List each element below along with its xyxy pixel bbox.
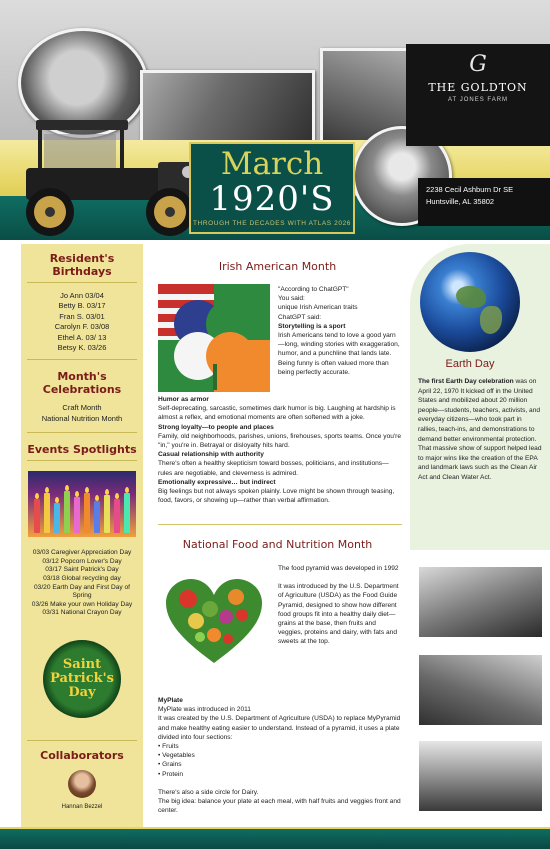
irish-intro-text xyxy=(278,285,400,377)
stpat-line: Patrick's xyxy=(50,671,114,686)
food-side-p1: The food pyramid was developed in 1992 xyxy=(278,565,399,572)
irish-side-line: ChatGPT said: xyxy=(278,313,322,321)
irish-side-paragraph: Irish Americans tend to love a good yarn—long, winding stories with exaggeration, humor, and a punchline that lands late. Being funny is often valued more than being perfectly accurate. xyxy=(278,332,400,376)
trait-heading: Humor as armor xyxy=(158,396,209,403)
myplate-section: • Protein xyxy=(158,770,184,778)
events-divider xyxy=(27,460,137,461)
irish-side-line: You said: xyxy=(278,295,305,303)
event-item: Spring xyxy=(72,592,92,600)
protest-crowd-photo xyxy=(418,566,543,638)
title-decade: 1920'S xyxy=(209,179,335,219)
myplate-section: • Grains xyxy=(158,761,182,769)
trait-text: There's often a healthy skepticism toward bosses, politicians, and institutions—rules are negotiable, and cleverness is admired. xyxy=(158,460,389,477)
spacer xyxy=(278,573,400,582)
address-street: 2238 Cecil Ashburn Dr SE xyxy=(426,185,514,194)
globe-landmass xyxy=(480,306,502,334)
food-nutrition-heading: National Food and Nutrition Month xyxy=(182,538,373,551)
birthdays-heading: Resident's Birthdays xyxy=(49,252,115,278)
event-item: 03/03 Caregiver Appreciation Day xyxy=(32,549,132,557)
irish-side-line: "According to ChatGPT" xyxy=(278,286,349,293)
earth-day-panel xyxy=(410,244,550,550)
earth-day-text xyxy=(418,377,542,483)
address-city: Huntsville, AL 35802 xyxy=(426,197,495,206)
candle xyxy=(94,501,100,533)
event-item: 03/26 Make your own Holiday Day xyxy=(31,600,133,608)
birthdays-divider xyxy=(27,282,137,283)
collaborator-name: Hannan Bezzel xyxy=(61,804,103,810)
candle xyxy=(74,497,80,533)
myplate-intro: MyPlate was introduced in 2011 xyxy=(158,706,251,714)
center-column xyxy=(150,244,405,827)
address-block xyxy=(418,178,550,226)
irish-side-line: unique Irish American traits xyxy=(278,304,358,312)
trait-heading: Emotionally expressive… but indirect xyxy=(158,478,276,486)
group-portrait-photo xyxy=(418,740,543,812)
trait-heading: Casual relationship with authority xyxy=(158,451,264,459)
stpat-line: Saint xyxy=(62,657,102,672)
center-divider xyxy=(158,524,402,525)
birthday-item: Fran S. 03/01 xyxy=(59,311,105,321)
earth-day-lead: The first Earth Day celebration xyxy=(418,378,514,385)
events-list xyxy=(21,549,143,618)
trait-text: Family, old neighborhoods, parishes, unions, firehouses, sports teams. Once you're "in," you're in. Betrayal or disloyalty hits hard. xyxy=(158,432,402,450)
section-divider xyxy=(27,432,137,433)
header-collage xyxy=(0,0,550,240)
title-month: March xyxy=(220,146,324,182)
birthday-item: Jo Ann 03/04 xyxy=(60,291,104,300)
event-item: 03/18 Global recycling day xyxy=(43,575,121,583)
birthday-candles-image xyxy=(28,471,136,537)
vegetable-heart-image xyxy=(164,577,264,667)
footer-band xyxy=(0,827,550,849)
earth-day-paragraph: was on April 22, 1970 It kicked off in the United States and mobilized about 20 million people—students, teachers, activists, and everyday citizens—who took part in rallies, teach-ins, and demonstrations to demand better environmental protection. That massive show of support helped lead to major wins like the creation of the EPA and landmark laws such as the Clean Air Act and Clean Water Act. xyxy=(418,378,542,481)
storefront-sign-photo xyxy=(418,654,543,726)
food-side-p2: It was introduced by the U.S. Department of Agriculture (USDA) as the Food Guide Pyramid, designed to show how different food groups fit into a healthy daily diet—grains at the base, then fruits and veggies, proteins and dairy, with fats and sweets at the top. xyxy=(278,583,399,646)
march-title-block xyxy=(189,142,355,234)
myplate-section: • Fruits xyxy=(158,743,179,751)
stpat-line: Day xyxy=(68,685,96,700)
trait-heading: Strong loyalty—to people and places xyxy=(158,423,274,431)
irish-side-heading: Storytelling is a sport xyxy=(278,322,346,330)
irish-american-shamrock-flag-image xyxy=(158,284,270,392)
candle xyxy=(34,499,40,533)
food-pyramid-text xyxy=(278,564,400,647)
right-sidebar xyxy=(410,244,550,827)
myplate-paragraph: It was created by the U.S. Department of Agriculture (USDA) to replace MyPyramid and make healthy eating easier to understand. Instead of a pyramid, it uses a plate divided into four sections: xyxy=(158,715,401,741)
earth-day-heading: Earth Day xyxy=(445,358,495,370)
birthday-item: Betsy K. 03/26 xyxy=(57,343,107,353)
events-heading: Events Spotlights xyxy=(27,443,137,457)
spacer xyxy=(158,779,404,788)
candle xyxy=(64,491,70,533)
birthday-item: Ethel A. 03/ 13 xyxy=(57,332,107,342)
earth-globe-image xyxy=(420,252,520,352)
title-subtitle: THROUGH THE DECADES WITH ATLAS 2026 xyxy=(192,220,351,227)
candle xyxy=(44,493,50,533)
myplate-section: • Vegetables xyxy=(158,752,195,760)
left-sidebar xyxy=(21,244,143,827)
myplate-heading: MyPlate xyxy=(158,697,183,704)
event-item: 03/17 Saint Patrick's Day xyxy=(45,566,119,574)
candle xyxy=(84,493,90,533)
section-divider xyxy=(27,359,137,360)
birthday-item: Carolyn F. 03/08 xyxy=(54,322,110,332)
candle xyxy=(114,499,120,533)
candle xyxy=(124,493,130,533)
irish-month-heading: Irish American Month xyxy=(218,260,337,273)
celebration-item: Craft Month xyxy=(62,403,102,413)
trait-text: Big feelings but not always spoken plainly. Love might be shown through teasing, food, favors, or showing up—rather than verbal affirmation. xyxy=(158,488,395,505)
saint-patricks-day-badge xyxy=(43,640,121,718)
irish-traits-text xyxy=(158,395,402,505)
logo-subtitle: AT JONES FARM xyxy=(447,97,509,103)
myplate-dairy: There's also a side circle for Dairy. xyxy=(158,788,259,796)
goldton-logo xyxy=(406,44,550,146)
myplate-idea: The big idea: balance your plate at each meal, with half fruits and veggies front and center. xyxy=(158,798,401,815)
birthday-item: Betty B. 03/17 xyxy=(58,301,106,311)
globe-landmass xyxy=(456,286,486,308)
saint-patricks-day-text xyxy=(43,658,121,700)
birthdays-list xyxy=(21,291,143,353)
collaborators-heading: Collaborators xyxy=(40,749,124,762)
myplate-text xyxy=(158,696,404,815)
candle xyxy=(54,503,60,533)
vintage-car-image xyxy=(8,112,218,240)
celebration-item: National Nutrition Month xyxy=(41,413,123,423)
collaborator-avatar xyxy=(68,770,96,798)
logo-mark: G xyxy=(469,52,487,77)
trait-text: Self-deprecating, sarcastic, sometimes dark humor is big. Laughing at hardship is almost a reflex, and emotional moments are often softened with a joke. xyxy=(158,405,396,422)
event-item: 03/20 Earth Day and First Day of xyxy=(33,583,131,591)
celebrations-heading: Month's Celebrations xyxy=(42,370,122,397)
section-divider xyxy=(27,740,137,741)
event-item: 03/12 Popcorn Lover's Day xyxy=(42,557,122,565)
candle xyxy=(104,495,110,533)
logo-name: THE GOLDTON xyxy=(428,81,528,94)
celebrations-list xyxy=(21,403,143,424)
event-item: 03/31 National Crayon Day xyxy=(42,609,122,617)
